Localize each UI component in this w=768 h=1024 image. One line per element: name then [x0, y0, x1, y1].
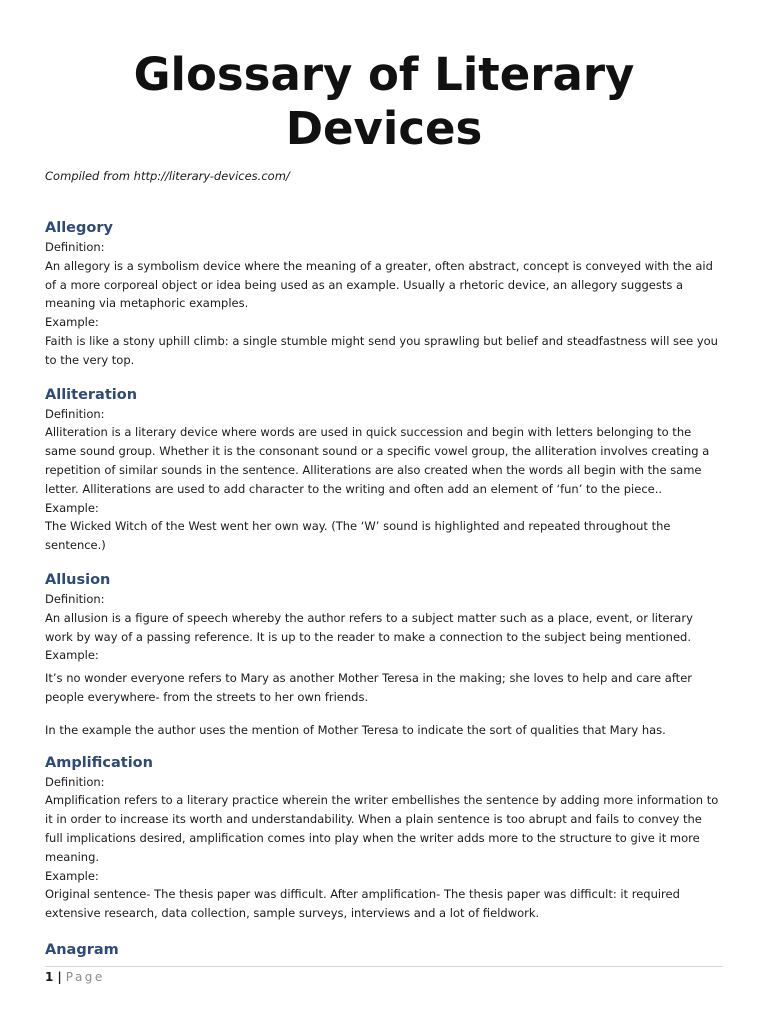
- entry-allusion: [45, 570, 723, 740]
- document-page: [45, 0, 723, 960]
- example-note: In the example the author uses the mention of Mother Teresa to indicate the sort of qualities that Mary has.: [45, 722, 666, 737]
- example-text: It’s no wonder everyone refers to Mary as another Mother Teresa in the making; she loves to help and care after people everywhere- from the streets to her own friends.: [45, 671, 692, 704]
- example-label: Example:: [45, 868, 99, 883]
- entry-heading: Amplification: [45, 754, 153, 771]
- definition-text: Amplification refers to a literary practice wherein the writer embellishes the sentence by adding more information to it in order to increase its worth and understandability. When a plain sentence is too abrupt and fails to convey the full implications desired, amplification comes into play when the writer adds more to the structure to give it more meaning.: [45, 793, 719, 864]
- page-label: Page: [65, 970, 105, 984]
- definition-label: Definition:: [45, 774, 105, 789]
- footer-separator: |: [57, 970, 62, 984]
- example-text: Faith is like a stony uphill climb: a single stumble might send you sprawling but belief and steadfastness will see you to the very top.: [45, 333, 718, 367]
- entry-heading: Alliteration: [45, 386, 138, 403]
- document-title: Glossary of Literary Devices: [133, 48, 635, 155]
- entry-heading: Allegory: [45, 220, 113, 236]
- definition-label: Definition:: [45, 406, 105, 421]
- example-text: The Wicked Witch of the West went her own way. (The ‘W’ sound is highlighted and repeated throughout the sentence.): [45, 519, 671, 553]
- example-label: Example:: [45, 315, 99, 330]
- entry-heading: Allusion: [45, 571, 111, 588]
- definition-label: Definition:: [45, 591, 105, 606]
- example-text: Original sentence- The thesis paper was difficult. After amplification- The thesis paper was difficult: it required extensive research, data collection, sample surveys, interviews and a lot of fieldwork.: [45, 887, 680, 921]
- page-number: 1: [45, 970, 54, 984]
- definition-text: An allegory is a symbolism device where the meaning of a greater, often abstract, concept is conveyed with the aid of a more corporeal object or idea being used as an example. Usually a rhetoric device, an allegory suggests a meaning via metaphoric examples.: [45, 258, 713, 311]
- entry-heading: Anagram: [45, 941, 119, 958]
- entry-allegory: [45, 218, 723, 370]
- entry-alliteration: [45, 385, 723, 555]
- example-label: Example:: [45, 648, 99, 663]
- entry-anagram: [45, 940, 723, 960]
- definition-text: An allusion is a figure of speech whereby the author refers to a subject matter such as a place, event, or literary work by way of a passing reference. It is up to the reader to make a connection to the subject being mentioned.: [45, 610, 693, 644]
- example-label: Example:: [45, 500, 99, 515]
- entry-amplification: [45, 753, 723, 923]
- footer-divider: [45, 966, 723, 967]
- document-subtitle: Compiled from http://literary-devices.com/: [45, 169, 290, 183]
- page-footer: [45, 969, 105, 985]
- definition-label: Definition:: [45, 240, 105, 254]
- definition-text: Alliteration is a literary device where words are used in quick succession and begin with letters belonging to the same sound group. Whether it is the consonant sound or a specific vowel group, the alliteration involves creating a repetition of similar sounds in the sentence. Alliterations are also created when the words all begin with the same letter. Alliterations are used to add character to the writing and often add an element of ‘fun’ to the piece..: [45, 425, 710, 496]
